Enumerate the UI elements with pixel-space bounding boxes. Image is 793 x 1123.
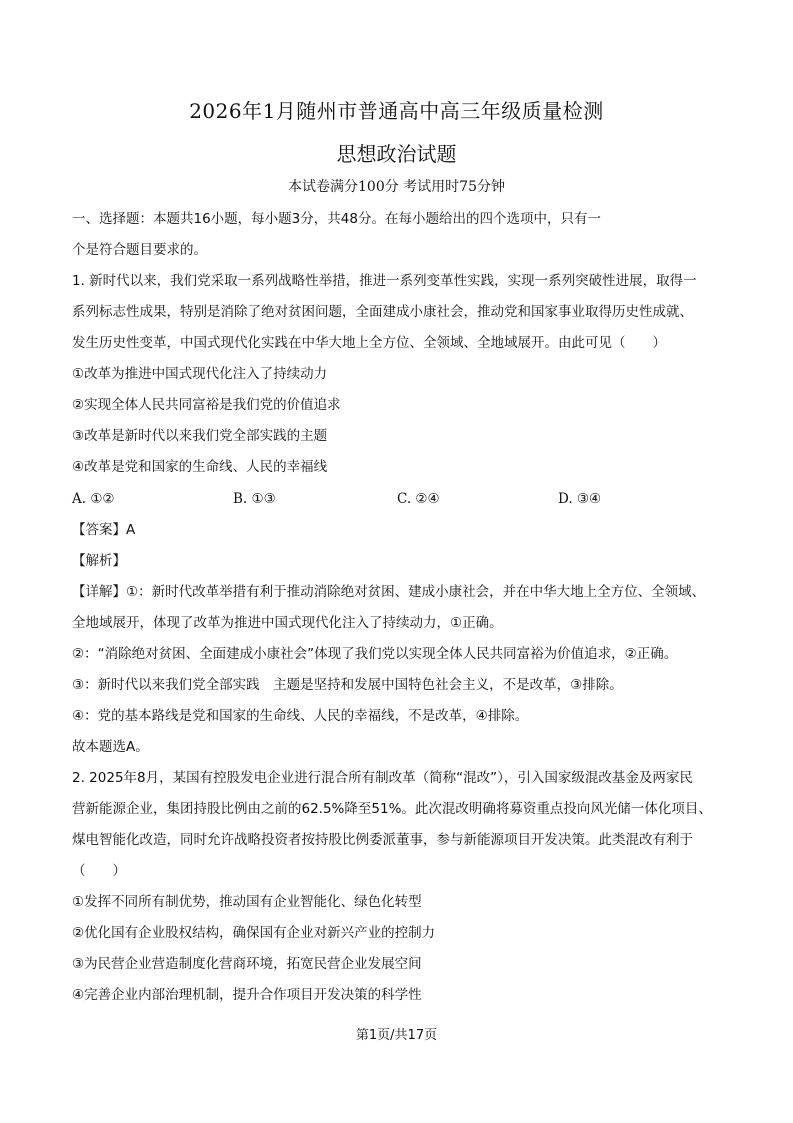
option-c[interactable]: C. ②④ — [397, 491, 440, 507]
section-line: 个是符合题目要求的。 — [72, 242, 207, 258]
detail-line: ④：党的基本路线是党和国家的生命线、人民的幸福线，不是改革，④排除。 — [72, 708, 529, 724]
exam-info: 本试卷满分100分 考试用时75分钟 — [288, 179, 505, 195]
q2-item-1: ①发挥不同所有制优势，推动国有企业智能化、绿色化转型 — [72, 894, 422, 910]
q2-stem-line: 2. 2025年8月，某国有控股发电企业进行混合所有制改革（简称“混改”），引入国家级混改基金及两家民 — [72, 770, 693, 786]
q1-item-3: ③改革是新时代以来我们党全部实践的主题 — [72, 428, 328, 444]
exam-title: 2026年1月随州市普通高中高三年级质量检测 — [189, 99, 604, 123]
subject-title: 思想政治试题 — [336, 142, 457, 166]
page-number: 第1页/共17页 — [355, 1028, 438, 1043]
q1-options — [72, 484, 732, 515]
answer-label: 【答案】A — [72, 522, 136, 538]
q1-stem-line: 1. 新时代以来，我们党采取一系列战略性举措，推进一系列变革性实践，实现一系列突破性进展，取得一 — [72, 273, 697, 289]
section-line: 一、选择题：本题共16小题，每小题3分，共48分。在每小题给出的四个选项中，只有一 — [72, 211, 601, 227]
detail-line: 【详解】①：新时代改革举措有利于推动消除绝对贫困、建成小康社会，并在中华大地上全方位、全领域、 — [72, 584, 706, 600]
detail-line: 全地域展开，体现了改革为推进中国式现代化注入了持续动力，①正确。 — [72, 615, 503, 631]
section-instructions — [72, 204, 732, 266]
conclusion-line: 故本题选A。 — [72, 739, 149, 755]
q2-item-3: ③为民营企业营造制度化营商环境，拓宽民营企业发展空间 — [72, 956, 422, 972]
detail-line: ②：“消除绝对贫困、全面建成小康社会”体现了我们党以实现全体人民共同富裕为价值追求，②正确。 — [72, 646, 678, 662]
option-a[interactable]: A. ①② — [72, 491, 115, 507]
q2-stem-line: （ ） — [72, 863, 126, 879]
q1-stem-line: 系列标志性成果，特别是消除了绝对贫困问题，全面建成小康社会，推动党和国家事业取得历史性成就、 — [72, 304, 693, 320]
q1-solution — [72, 515, 732, 763]
analysis-label: 【解析】 — [72, 553, 126, 569]
q1-item-1: ①改革为推进中国式现代化注入了持续动力 — [72, 366, 328, 382]
q1-item-4: ④改革是党和国家的生命线、人民的幸福线 — [72, 459, 328, 475]
q2-stem-line: 营新能源企业，集团持股比例由之前的62.5%降至51%。此次混改明确将募资重点投向风光储一体化项目、 — [72, 801, 712, 817]
q1-item-2: ②实现全体人民共同富裕是我们党的价值追求 — [72, 397, 341, 413]
q1-stem-line: 发生历史性变革，中国式现代化实践在中华大地上全方位、全领域、全地域展开。由此可见（ ） — [72, 335, 666, 351]
q2-item-2: ②优化国有企业股权结构，确保国有企业对新兴产业的控制力 — [72, 925, 436, 941]
option-b[interactable]: B. ①③ — [233, 491, 276, 507]
question-1 — [72, 266, 732, 483]
q2-stem-line: 煤电智能化改造，同时允许战略投资者按持股比例委派董事，参与新能源项目开发决策。此类混改有利于 — [72, 832, 693, 848]
option-d[interactable]: D. ③④ — [558, 491, 602, 507]
question-2 — [72, 763, 732, 1011]
detail-line: ③：新时代以来我们党全部实践 主题是坚持和发展中国特色社会主义，不是改革，③排除。 — [72, 677, 623, 693]
q2-item-4: ④完善企业内部治理机制，提升合作项目开发决策的科学性 — [72, 987, 422, 1003]
